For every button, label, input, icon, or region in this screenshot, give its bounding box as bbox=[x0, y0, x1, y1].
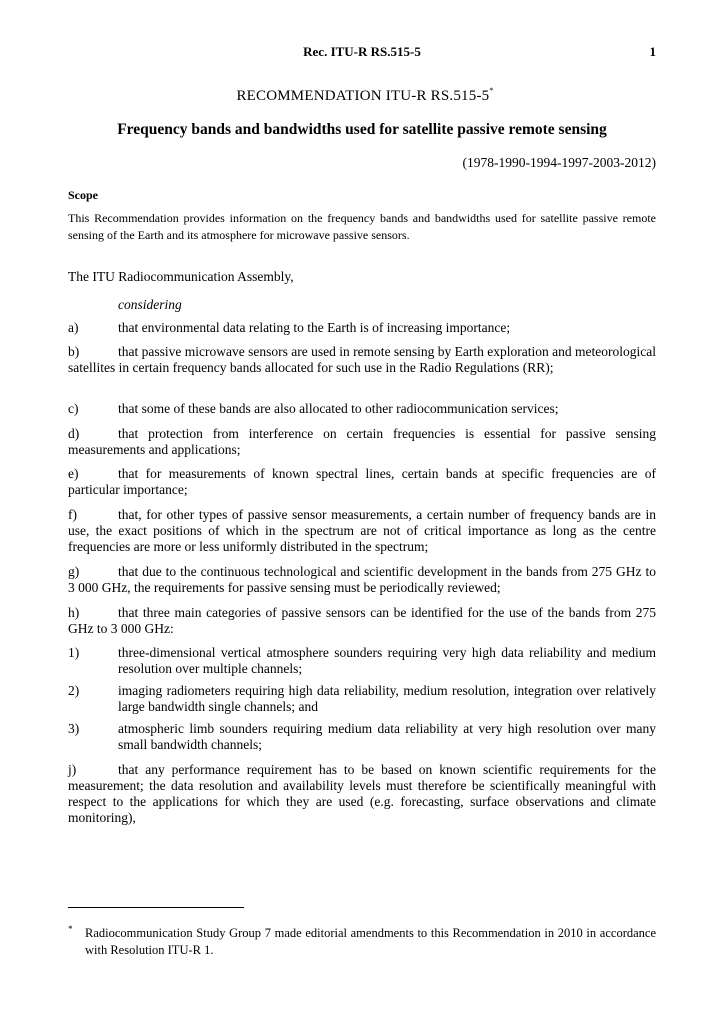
paragraph-f bbox=[68, 507, 656, 555]
list-item-2 bbox=[68, 683, 656, 715]
paragraph-text: that, for other types of passive sensor measurements, a certain number of frequency bands are in use, the exact positions of which in the spectrum are not of critical importance as long as the centre frequencies are more or less uniformly distributed in the spectrum; bbox=[68, 507, 656, 554]
paragraph-text: that due to the continuous technological and scientific development in the bands from 275 GHz to 3 000 GHz, the requirements for passive sensing must be periodically reviewed; bbox=[68, 564, 656, 595]
paragraph-label: j) bbox=[68, 762, 77, 777]
paragraph-d bbox=[68, 426, 656, 458]
paragraph-b bbox=[68, 344, 656, 376]
paragraph-a bbox=[68, 320, 656, 336]
paragraph-text: that passive microwave sensors are used in remote sensing by Earth exploration and meteorological satellites in certain frequency bands allocated for such use in the Radio Regulations (RR); bbox=[68, 344, 656, 375]
paragraph-text: that environmental data relating to the Earth is of increasing importance; bbox=[118, 320, 511, 335]
list-item-label: 1) bbox=[68, 645, 80, 660]
page-title: Frequency bands and bandwidths used for satellite passive remote sensing bbox=[117, 121, 607, 138]
paragraph-h bbox=[68, 605, 656, 637]
list-item-text: atmospheric limb sounders requiring medium data reliability at very high resolution over many small bandwidth channels; bbox=[118, 721, 656, 752]
list-item-label: 3) bbox=[68, 721, 80, 736]
recommendation-title bbox=[0, 88, 724, 105]
paragraph-label: e) bbox=[68, 466, 79, 481]
paragraph-g bbox=[68, 564, 656, 596]
paragraph-text: that for measurements of known spectral lines, certain bands at specific frequencies are of particular importance; bbox=[68, 466, 656, 497]
revision-dates: (1978-1990-1994-1997-2003-2012) bbox=[462, 155, 656, 170]
page-number: 1 bbox=[649, 44, 656, 59]
list-item-label: 2) bbox=[68, 683, 80, 698]
footnote-reference[interactable]: * bbox=[489, 86, 494, 95]
list-item-text: three-dimensional vertical atmosphere sounders requiring very high data reliability and medium resolution over multiple channels; bbox=[118, 645, 656, 676]
paragraph-e bbox=[68, 466, 656, 498]
list-item-3 bbox=[68, 721, 656, 753]
running-header: Rec. ITU-R RS.515-5 bbox=[303, 44, 421, 59]
paragraph-label: h) bbox=[68, 605, 80, 620]
paragraph-label: b) bbox=[68, 344, 80, 359]
paragraph-text: that three main categories of passive sensors can be identified for the use of the bands from 275 GHz to 3 000 GHz: bbox=[68, 605, 656, 636]
paragraph-text: that protection from interference on certain frequencies is essential for passive sensing measurements and applications; bbox=[68, 426, 656, 457]
paragraph-label: g) bbox=[68, 564, 80, 579]
scope-heading: Scope bbox=[68, 188, 98, 202]
list-item-text: imaging radiometers requiring high data reliability, medium resolution, integration over relatively large bandwidth single channels; and bbox=[118, 683, 656, 714]
paragraph-label: f) bbox=[68, 507, 77, 522]
scope-text: This Recommendation provides information on the frequency bands and bandwidths used for satellite passive remote sensing of the Earth and its atmosphere for microwave passive sensors. bbox=[68, 211, 656, 242]
footnote-divider bbox=[68, 907, 244, 908]
considering-heading: considering bbox=[118, 297, 182, 312]
footnote-mark: * bbox=[68, 924, 73, 934]
paragraph-label: d) bbox=[68, 426, 80, 441]
assembly-line: The ITU Radiocommunication Assembly, bbox=[68, 269, 294, 284]
paragraph-text: that any performance requirement has to be based on known scientific requirements for the measurement; the data resolution and availability levels must therefore be scientifically meaningful with respect to the applications for which they are used (e.g. forecasting, surface observations and climate monitoring), bbox=[68, 762, 656, 825]
paragraph-label: c) bbox=[68, 401, 79, 416]
footnote-text: Radiocommunication Study Group 7 made editorial amendments to this Recommendation in 2010 in accordance with Resolution ITU-R 1. bbox=[85, 926, 656, 957]
paragraph-text: that some of these bands are also allocated to other radiocommunication services; bbox=[118, 401, 559, 416]
recommendation-title-text: RECOMMENDATION ITU-R RS.515-5 bbox=[236, 88, 490, 104]
paragraph-j bbox=[68, 762, 656, 826]
paragraph-c bbox=[68, 401, 656, 417]
list-item-1 bbox=[68, 645, 656, 677]
paragraph-label: a) bbox=[68, 320, 79, 335]
footnote bbox=[68, 925, 656, 959]
